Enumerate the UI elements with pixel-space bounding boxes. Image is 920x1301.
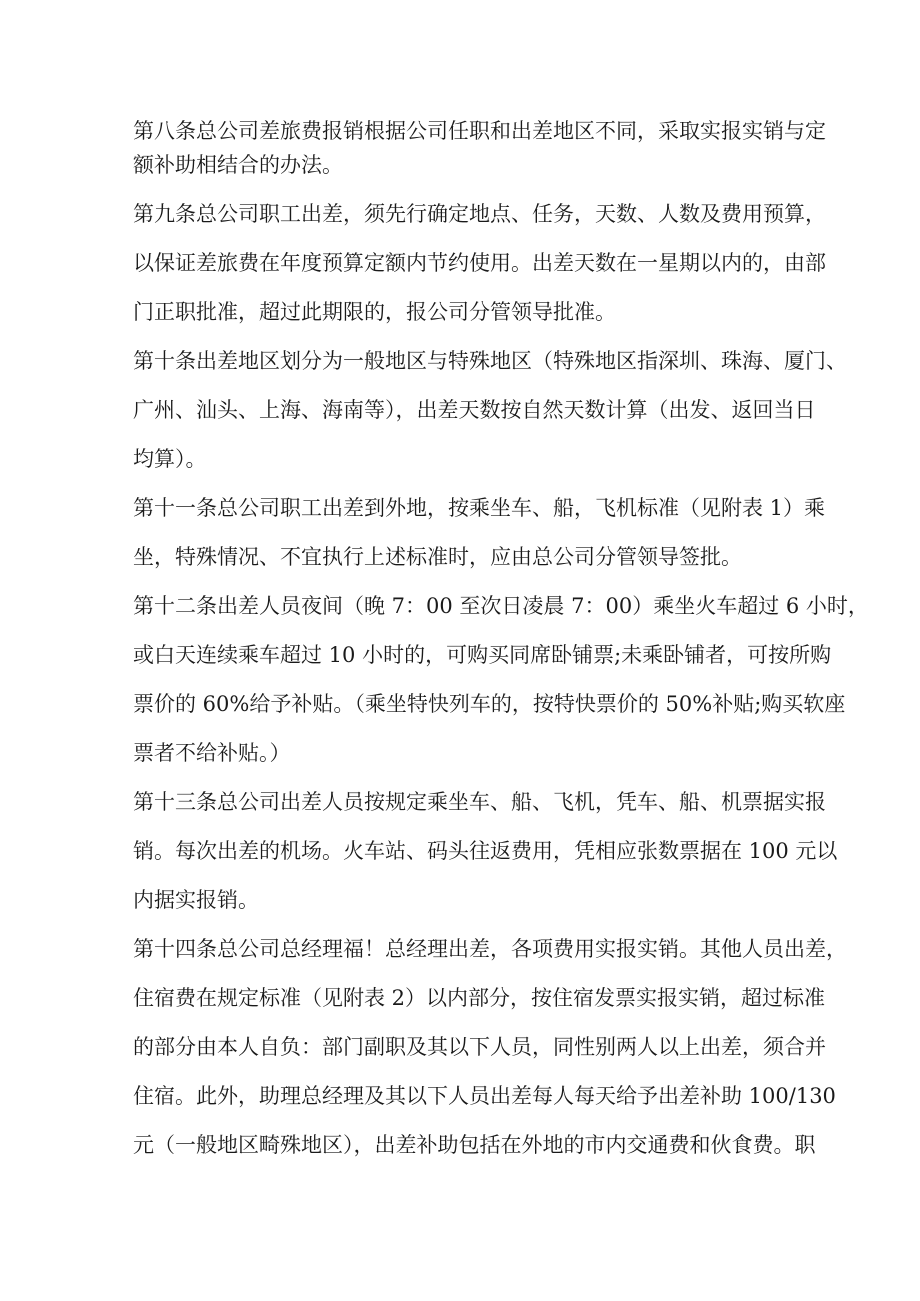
article-12-line-3: 票价的 60%给予补贴。（乘坐特快列车的，按特快票价的 50%补贴;购买软座 bbox=[133, 692, 846, 716]
article-14-line-1: 第十四条总公司总经理福！总经理出差，各项费用实报实销。其他人员出差， bbox=[133, 937, 847, 961]
article-12-line-4: 票者不给补贴。） bbox=[133, 741, 291, 765]
article-11-line-1: 第十一条总公司职工出差到外地，按乘坐车、船，飞机标准（见附表 1）乘 bbox=[133, 496, 826, 520]
article-13-line-3: 内据实报销。 bbox=[133, 888, 259, 912]
article-10-line-1: 第十条出差地区划分为一般地区与特殊地区（特殊地区指深圳、珠海、厦门、 bbox=[133, 349, 847, 373]
article-14-line-2: 住宿费在规定标准（见附表 2）以内部分，按住宿发票实报实销，超过标准 bbox=[133, 986, 826, 1010]
article-13-line-1: 第十三条总公司出差人员按规定乘坐车、船、飞机，凭车、船、机票据实报 bbox=[133, 790, 826, 814]
article-12-line-2: 或白天连续乘车超过 10 小时的，可购买同席卧铺票;未乘卧铺者，可按所购 bbox=[133, 643, 832, 667]
article-9-line-2: 以保证差旅费在年度预算定额内节约使用。出差天数在一星期以内的，由部 bbox=[133, 251, 826, 275]
article-10-line-2: 广州、汕头、上海、海南等），出差天数按自然天数计算（出发、返回当日 bbox=[133, 398, 816, 422]
article-13-line-2: 销。每次出差的机场。火车站、码头往返费用，凭相应张数票据在 100 元以 bbox=[133, 839, 838, 863]
article-8-line-1: 第八条总公司差旅费报销根据公司任职和出差地区不同，采取实报实销与定 bbox=[133, 119, 826, 143]
document-body bbox=[133, 114, 869, 1162]
article-9-line-1: 第九条总公司职工出差，须先行确定地点、任务，天数、人数及费用预算， bbox=[133, 202, 826, 226]
article-12-line-1: 第十二条出差人员夜间（晚 7：00 至次日凌晨 7：00）乘坐火车超过 6 小时， bbox=[133, 594, 869, 618]
article-14-line-4: 住宿。此外，助理总经理及其以下人员出差每人每天给予出差补助 100/130 bbox=[133, 1084, 836, 1108]
article-8-line-2: 额补助相结合的办法。 bbox=[133, 153, 343, 177]
article-11-line-2: 坐，特殊情况、不宜执行上述标准时，应由总公司分管领导签批。 bbox=[133, 545, 742, 569]
article-9-line-3: 门正职批准，超过此期限的，报公司分管领导批准。 bbox=[133, 300, 616, 324]
article-14-line-3: 的部分由本人自负：部门副职及其以下人员，同性别两人以上出差，须合并 bbox=[133, 1035, 826, 1059]
article-14-line-5: 元（一般地区畸殊地区），出差补助包括在外地的市内交通费和伙食费。职 bbox=[133, 1133, 816, 1157]
article-10-line-3: 均算）。 bbox=[133, 447, 207, 471]
